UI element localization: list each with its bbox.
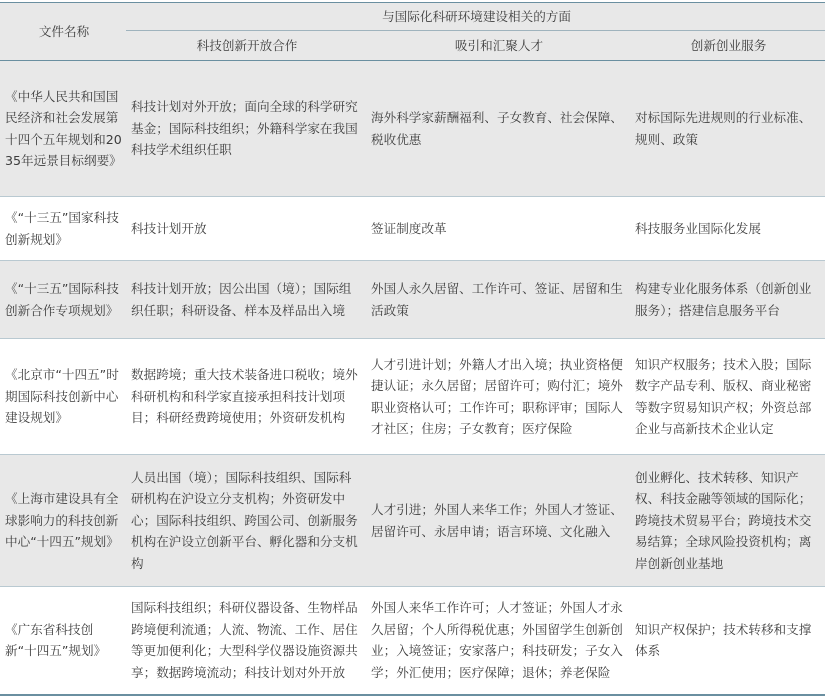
column-group-header: 与国际化科研环境建设相关的方面	[126, 3, 825, 31]
open-cooperation-cell: 科技计划开放	[131, 220, 207, 236]
open-cooperation-cell: 人员出国（境）；国际科技组织、国际科研机构在沪设立分支机构；外资研发中心；国际科技组织、跨国公司、创新服务机构在沪设立创新平台、孵化器和分支机构	[131, 469, 358, 571]
table-row	[0, 339, 825, 455]
file-name-cell: 《“十三五”国际科技创新合作专项规划》	[5, 281, 119, 318]
service-cell: 科技服务业国际化发展	[635, 220, 761, 236]
talent-cell: 外国人永久居留、工作许可、签证、居留和生活政策	[371, 281, 623, 318]
table-row	[0, 61, 825, 197]
talent-cell: 外国人来华工作许可；人才签证；外国人才永久居留；个人所得税优惠；外国留学生创新创业；入境签证；安家落户；科技研发；子女入学；外汇使用；医疗保障；退休；养老保险	[371, 600, 623, 680]
column-header-talent: 吸引和汇聚人才	[366, 31, 630, 61]
open-cooperation-cell: 科技计划开放；因公出国（境）；国际组织任职；科研设备、样本及样品出入境	[131, 281, 352, 318]
talent-cell: 海外科学家薪酬福利、子女教育、社会保障、税收优惠	[371, 110, 623, 147]
file-name-cell: 《北京市“十四五”时期国际科技创新中心建设规划》	[5, 367, 119, 426]
open-cooperation-cell: 科技计划对外开放；面向全球的科学研究基金；国际科技组织；外籍科学家在我国科技学术组织任职	[131, 99, 358, 158]
table-row	[0, 587, 825, 695]
table-row	[0, 261, 825, 339]
column-header-file-name: 文件名称	[0, 3, 126, 61]
column-header-open-cooperation: 科技创新开放合作	[126, 31, 366, 61]
policy-comparison-table	[0, 3, 825, 696]
file-name-cell: 《“十三五”国家科技创新规划》	[5, 210, 119, 247]
file-name-cell: 《上海市建设具有全球影响力的科技创新中心“十四五”规划》	[5, 491, 119, 550]
file-name-cell: 《广东省科技创新“十四五”规划》	[5, 621, 107, 659]
table-row	[0, 455, 825, 587]
open-cooperation-cell: 数据跨境；重大技术装备进口税收；境外科研机构和科学家直接承担科技计划项目；科研经费跨境使用；外资研发机构	[131, 367, 358, 426]
service-cell: 知识产权保护；技术转移和支撑体系	[635, 621, 812, 659]
service-cell: 知识产权服务；技术入股；国际数字产品专利、版权、商业秘密等数字贸易知识产权；外资总部企业与高新技术企业认定	[635, 356, 812, 436]
talent-cell: 人才引进；外国人来华工作；外国人才签证、居留许可、永居申请；语言环境、文化融入	[371, 502, 623, 539]
talent-cell: 人才引进计划；外籍人才出入境；执业资格便捷认证；永久居留；居留许可；购付汇；境外职业资格认可；工作许可；职称评审；国际人才社区；住房；子女教育；医疗保险	[371, 356, 623, 436]
file-name-cell: 《中华人民共和国国民经济和社会发展第十四个五年规划和2035年远景目标纲要》	[5, 88, 122, 168]
open-cooperation-cell: 国际科技组织；科研仪器设备、生物样品跨境便利流通；人流、物流、工作、居住等更加便利化；大型科学仪器设施资源共享；数据跨境流动；科技计划对外开放	[131, 600, 358, 680]
service-cell: 对标国际先进规则的行业标准、规则、政策	[635, 110, 812, 147]
column-header-service: 创新创业服务	[630, 31, 825, 61]
header-row-group	[0, 3, 825, 31]
service-cell: 构建专业化服务体系（创新创业服务）；搭建信息服务平台	[635, 281, 812, 318]
talent-cell: 签证制度改革	[371, 220, 447, 236]
table-row	[0, 197, 825, 261]
service-cell: 创业孵化、技术转移、知识产权、科技金融等领域的国际化；跨境技术贸易平台；跨境技术交易结算；全球风险投资机构；离岸创新创业基地	[635, 469, 812, 571]
